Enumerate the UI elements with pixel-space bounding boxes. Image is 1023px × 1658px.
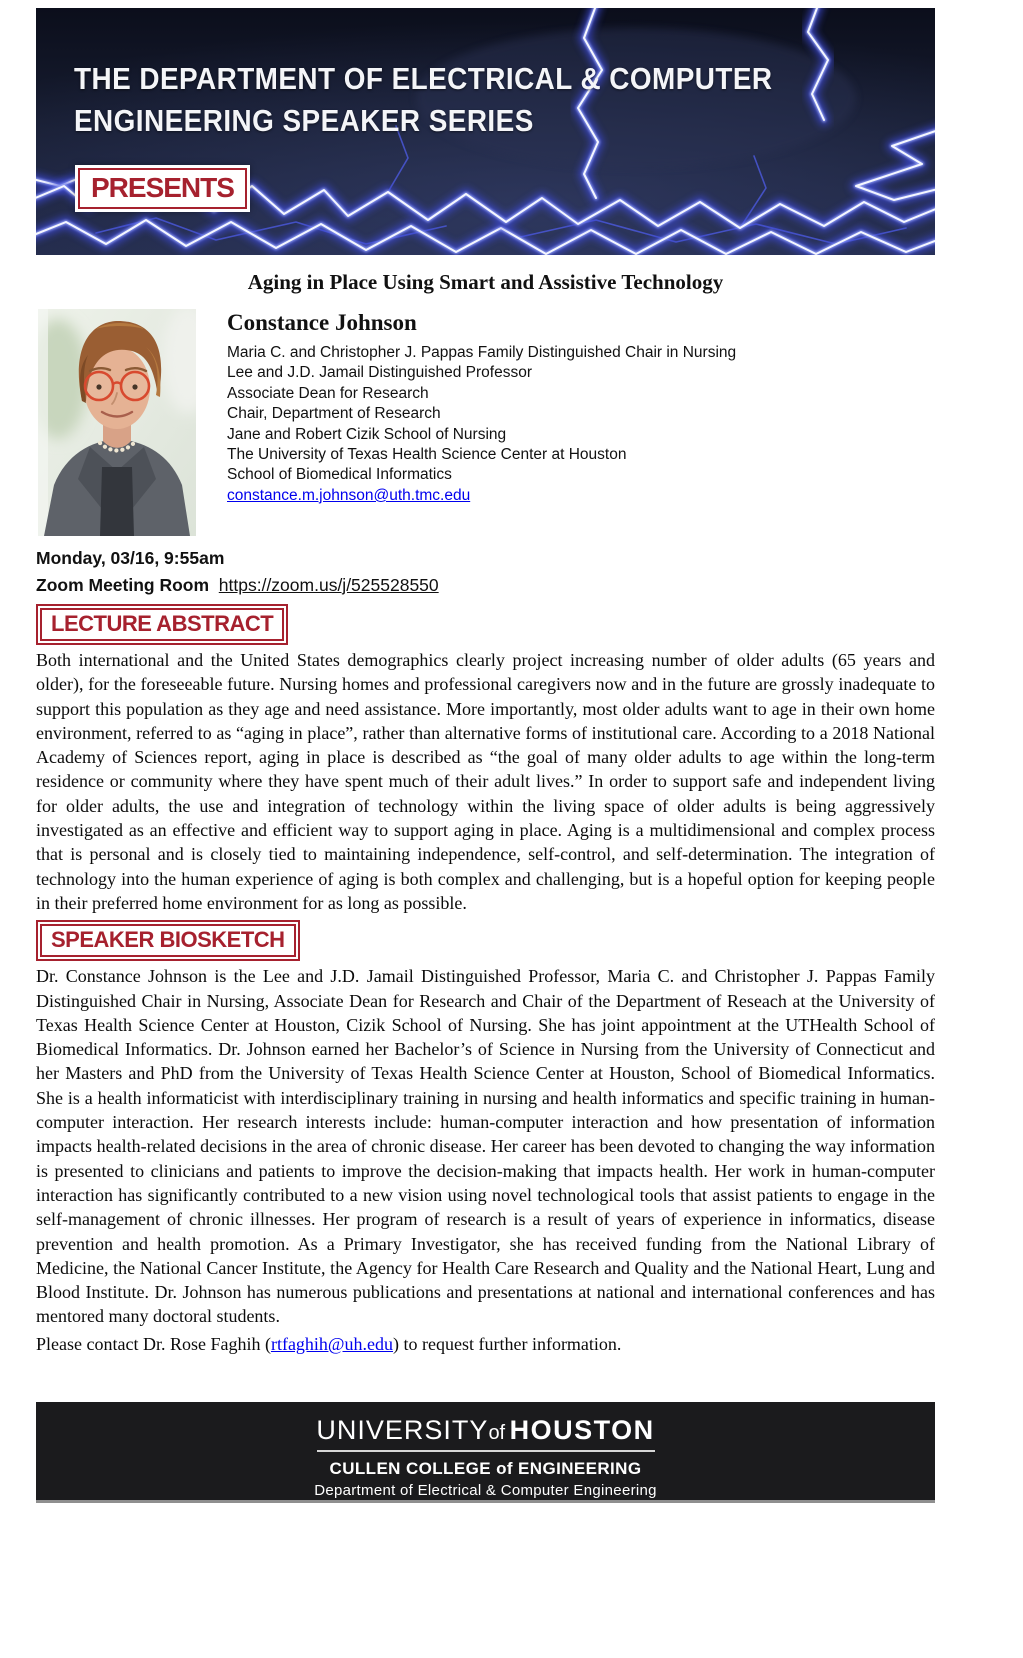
lecture-abstract-heading-box [36, 604, 288, 645]
speaker-biosketch-text: Dr. Constance Johnson is the Lee and J.D. Jamail Distinguished Professor, Maria C. and Christopher J. Pappas Family Distinguished Chair in Nursing, Associate Dean for Research and Chair of the Department of Reseach at the University of Texas Health Science Center at Houston, Cizik School of Nursing. She has joint appointment at the UTHealth School of Biomedical Informatics. Dr. Johnson earned her Bachelor’s of Science in Nursing from the University of Connecticut and her Masters and PhD from the University of Texas Health Science Center at Houston, School of Biomedical Informatics. She is a health informaticist with interdisciplinary training in nursing and health informatics and specific training in human-computer interaction. Her research interests include: human-computer interaction and how presentation of information impacts health-related decisions in the area of chronic disease. Her career has been devoted to changing the way information is presented to clinicians and patients to improve the decision-making that impacts health. Her work in human-computer interaction has significantly contributed to a new vision using novel technological tools that assist patients to engage in the self-management of chronic illnesses. Her program of research is a result of years of experience in informatics, disease prevention and health promotion. As a Primary Investigator, she has received funding from the National Library of Medicine, the National Cancer Institute, the Agency for Health Care Research and Quality and the National Heart, Lung and Blood Institute. Dr. Johnson has numerous publications and presentations at national and international conferences and has mentored many doctoral students. [36, 966, 935, 1327]
speaker-name: Constance Johnson [227, 310, 417, 335]
contact-line [36, 1332, 935, 1356]
speaker-headshot-illustration [38, 309, 196, 536]
flyer-page [0, 8, 1023, 1658]
meeting-info [36, 545, 935, 599]
wordmark-of: of [488, 1422, 506, 1445]
lecture-abstract-text: Both international and the United States demographics clearly project increasing number of older adults (65 years and older), for the foreseeable future. Nursing homes and professional caregivers now and in the future are grossly inadequate to support this population as they age and need assistance. More importantly, most older adults want to age in their own home environment, referred to as “aging in place”, rather than alternative forms of institutional care. According to a 2018 National Academy of Sciences report, aging in place is described as “the goal of many older adults to age within the long-term residence or community where they have spent much of their adult lives.” In order to support safe and independent living for older adults, the use and integration of technology within the living space of older adults is being aggressively investigated as an effective and efficient way to support aging in place. Aging is a multidimensional and complex process that is personal and is closely tied to maintaining independence, self-control, and self-determination. The integration of technology into the human experience of aging is both complex and challenging, but is a hopeful option for keeping people in their preferred home environment for as long as possible. [36, 650, 935, 913]
wordmark-university: UNIVERSITY [316, 1415, 489, 1446]
university-footer [36, 1402, 935, 1503]
speaker-title-line: The University of Texas Health Science Center at Houston [227, 446, 627, 464]
speaker-email-link[interactable]: constance.m.johnson@uth.tmc.edu [227, 486, 471, 504]
zoom-meeting-link[interactable]: https://zoom.us/j/525528550 [218, 575, 439, 595]
wordmark-divider [317, 1450, 655, 1452]
speaker-biosketch-heading-box [36, 920, 300, 961]
speaker-title-line: Associate Dean for Research [227, 384, 429, 402]
speaker-title-line: Jane and Robert Cizik School of Nursing [227, 425, 507, 443]
banner-title-line1: THE DEPARTMENT OF ELECTRICAL & COMPUTER [74, 61, 773, 96]
zoom-meeting-row [36, 572, 935, 599]
presents-badge [75, 165, 250, 212]
speaker-title-line: Chair, Department of Research [227, 405, 441, 423]
speaker-section [36, 309, 935, 536]
footer-department: Department of Electrical & Computer Engineering [314, 1482, 657, 1500]
footer-college: CULLEN COLLEGE of ENGINEERING [329, 1459, 642, 1479]
wordmark-houston: HOUSTON [509, 1415, 655, 1446]
contact-suffix: ) to request further information. [393, 1333, 622, 1354]
presents-label: PRESENTS [78, 168, 247, 209]
speaker-biosketch-heading: SPEAKER BIOSKETCH [40, 924, 296, 957]
banner-title-line2: ENGINEERING SPEAKER SERIES [74, 103, 534, 138]
zoom-room-label: Zoom Meeting Room [36, 575, 210, 595]
speaker-title-line: School of Biomedical Informatics [227, 466, 452, 484]
contact-email-link[interactable]: rtfaghih@uh.edu [270, 1333, 393, 1354]
event-title: Aging in Place Using Smart and Assistive Technology [247, 270, 724, 294]
lecture-abstract-heading: LECTURE ABSTRACT [40, 608, 284, 641]
university-of-houston-wordmark [36, 1415, 935, 1446]
contact-prefix: Please contact Dr. Rose Faghih ( [36, 1333, 271, 1354]
banner-title [74, 58, 773, 142]
speaker-title-line: Maria C. and Christopher J. Pappas Family Distinguished Chair in Nursing [227, 344, 737, 361]
speaker-info [227, 309, 736, 536]
event-datetime: Monday, 03/16, 9:55am [36, 548, 225, 568]
speaker-title-line: Lee and J.D. Jamail Distinguished Professor [227, 364, 532, 382]
speaker-photo [38, 309, 196, 536]
speaker-series-banner [36, 8, 935, 255]
